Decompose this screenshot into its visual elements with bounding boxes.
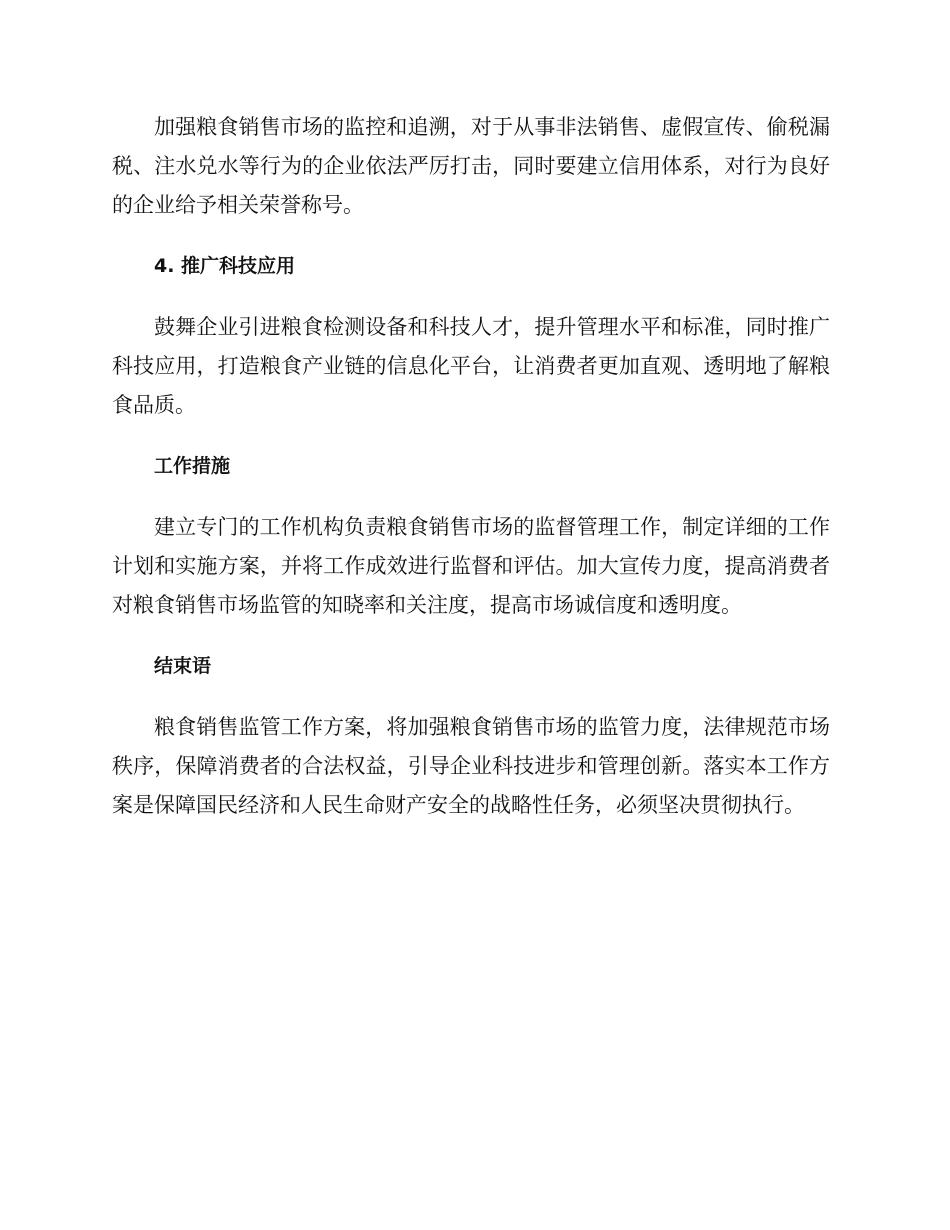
heading-work-measures: 工作措施 — [154, 455, 231, 477]
paragraph-market-monitoring: 加强粮食销售市场的监控和追溯，对于从事非法销售、虚假宣传、偷税漏税、注水兑水等行为的企业依法严厉打击，同时要建立信用体系，对行为良好的企业给予相关荣誉称号。 — [112, 115, 830, 217]
heading-promote-technology: 4. 推广科技应用 — [154, 255, 296, 277]
heading-conclusion: 结束语 — [154, 655, 212, 677]
paragraph-technology-application: 鼓舞企业引进粮食检测设备和科技人才，提升管理水平和标准，同时推广科技应用，打造粮食产业链的信息化平台，让消费者更加直观、透明地了解粮食品质。 — [112, 315, 830, 417]
paragraph-work-measures: 建立专门的工作机构负责粮食销售市场的监督管理工作，制定详细的工作计划和实施方案，并将工作成效进行监督和评估。加大宣传力度，提高消费者对粮食销售市场监管的知晓率和关注度，提高市场诚信度和透明度。 — [112, 515, 830, 617]
paragraph-conclusion: 粮食销售监管工作方案，将加强粮食销售市场的监管力度，法律规范市场秩序，保障消费者的合法权益，引导企业科技进步和管理创新。落实本工作方案是保障国民经济和人民生命财产安全的战略性任务，必须坚决贯彻执行。 — [112, 715, 830, 817]
